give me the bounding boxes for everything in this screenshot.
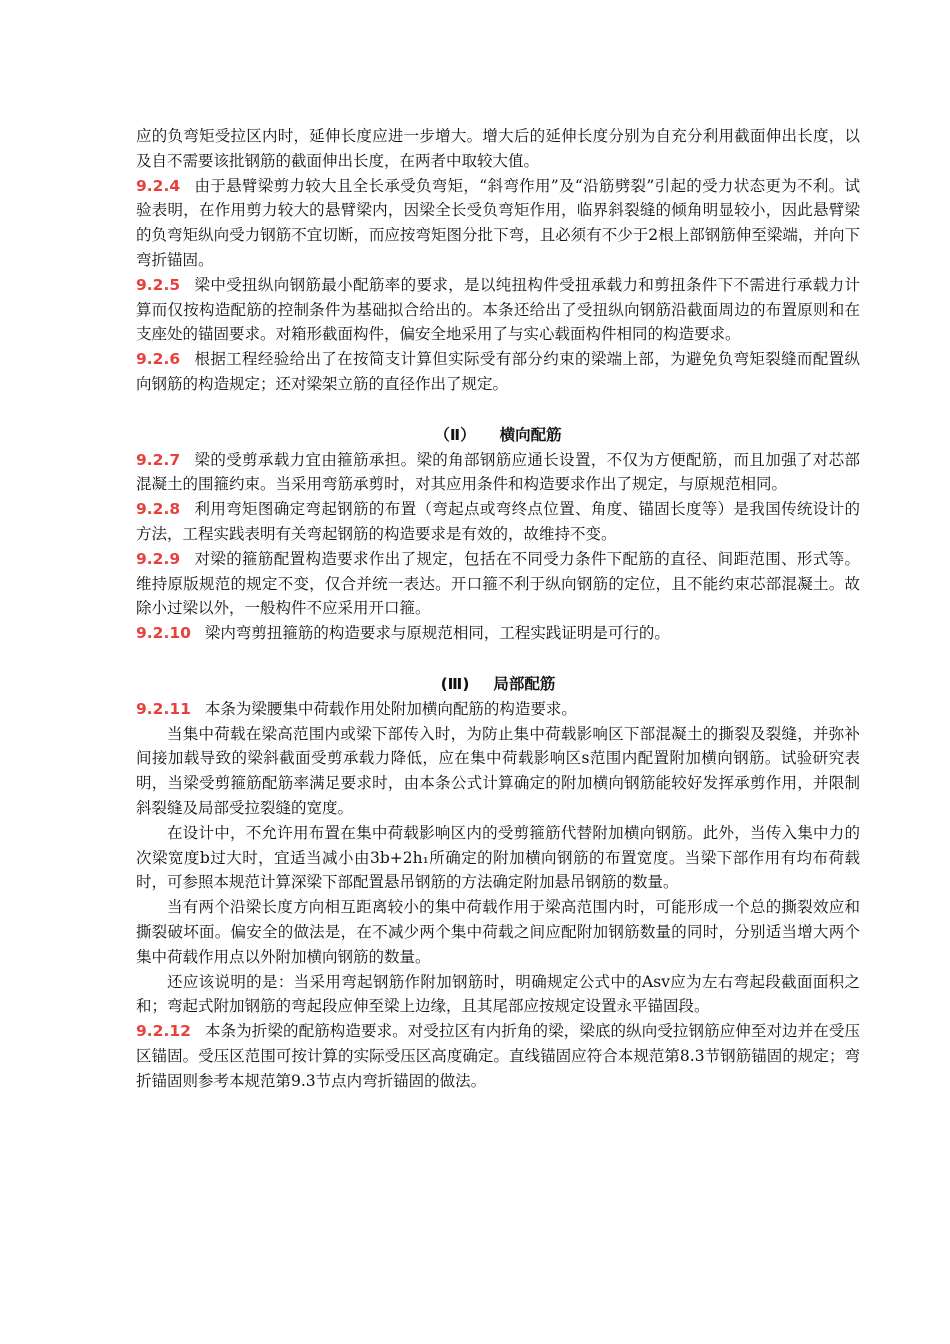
clause-9-2-9 <box>136 547 860 621</box>
clause-number: 9.2.9 <box>136 549 181 568</box>
clause-number: 9.2.6 <box>136 350 181 369</box>
clause-9-2-5 <box>136 273 860 347</box>
spacer <box>136 646 860 658</box>
clause-9-2-10 <box>136 621 860 646</box>
clause-text: 由于悬臂梁剪力较大且全长承受负弯矩，“斜弯作用”及“沿筋劈裂”引起的受力状态更为不利。试验表明，在作用剪力较大的悬臂梁内，因梁全长受负弯矩作用，临界斜裂缝的倾角明显较小，因此悬臂梁的负弯矩纵向受力钢筋不宜切断，而应按弯矩图分批下弯，且必须有不少于2根上部钢筋伸至梁端，并向下弯折锚固。 <box>136 176 860 269</box>
paragraph-9-2-11-body-1 <box>136 722 860 821</box>
spacer <box>136 397 860 409</box>
clause-number: 9.2.10 <box>136 624 191 643</box>
clause-text: 梁内弯剪扭箍筋的构造要求与原规范相同，工程实践证明是可行的。 <box>204 624 670 643</box>
paragraph-text: 在设计中，不允许用布置在集中荷载影响区内的受剪箍筋代替附加横向钢筋。此外，当传入集中力的次梁宽度b过大时，宜适当减小由3b+2h₁所确定的附加横向钢筋的布置宽度。当梁下部作用有均布荷载时，可参照本规范计算深梁下部配置悬吊钢筋的方法确定附加悬吊钢筋的数量。 <box>136 823 860 892</box>
clause-9-2-4 <box>136 174 860 273</box>
section-title: 局部配筋 <box>493 674 556 693</box>
section-title: 横向配筋 <box>499 425 562 444</box>
paragraph-9-2-11-body-4 <box>136 970 860 1020</box>
clause-text: 本条为梁腰集中荷载作用处附加横向配筋的构造要求。 <box>204 699 577 718</box>
section-roman-numeral: （Ⅱ） <box>434 425 476 444</box>
clause-text: 本条为折梁的配筋构造要求。对受拉区有内折角的梁，梁底的纵向受拉钢筋应伸至对边并在受压区锚固。受压区范围可按计算的实际受压区高度确定。直线锚固应符合本规范第8.3节钢筋锚固的规定；弯折锚固则参考本规范第9.3节点内弯折锚固的做法。 <box>136 1022 860 1090</box>
clause-text: 对梁的箍筋配置构造要求作出了规定，包括在不同受力条件下配筋的直径、间距范围、形式等。维持原版规范的规定不变，仅合并统一表达。开口箍不利于纵向钢筋的定位，且不能约束芯部混凝土。故除小过梁以外，一般构件不应采用开口箍。 <box>136 549 860 618</box>
clause-number: 9.2.8 <box>136 500 181 519</box>
clause-9-2-8 <box>136 497 860 547</box>
clause-number: 9.2.12 <box>136 1022 191 1041</box>
section-heading-transverse <box>136 423 860 448</box>
clause-number: 9.2.7 <box>136 450 181 469</box>
paragraph-text: 当集中荷载在梁高范围内或梁下部传入时，为防止集中荷载影响区下部混凝土的撕裂及裂缝，并弥补间接加载导致的梁斜截面受剪承载力降低，应在集中荷载影响区s范围内配置附加横向钢筋。试验研究表明，当梁受剪箍筋配筋率满足要求时，由本条公式计算确定的附加横向钢筋能较好发挥承剪作用，并限制斜裂缝及局部受拉裂缝的宽度。 <box>136 724 860 817</box>
clause-number: 9.2.5 <box>136 275 181 294</box>
paragraph-9-2-11-body-2 <box>136 821 860 895</box>
clause-text: 梁的受剪承载力宜由箍筋承担。梁的角部钢筋应通长设置，不仅为方便配筋，而且加强了对芯部混凝土的围箍约束。当采用弯筋承剪时，对其应用条件和构造要求作出了规定，与原规范相同。 <box>136 450 860 494</box>
clause-9-2-7 <box>136 448 860 498</box>
section-heading-local <box>136 672 860 697</box>
clause-number: 9.2.4 <box>136 176 181 195</box>
clause-number: 9.2.11 <box>136 699 191 718</box>
clause-text: 梁中受扭纵向钢筋最小配筋率的要求，是以纯扭构件受扭承载力和剪扭条件下不需进行承载力计算而仅按构造配筋的控制条件为基础拟合给出的。本条还给出了受扭纵向钢筋沿截面周边的布置原则和在支座处的锚固要求。对箱形截面构件，偏安全地采用了与实心载面构件相同的构造要求。 <box>136 275 860 344</box>
paragraph-text: 还应该说明的是：当采用弯起钢筋作附加钢筋时，明确规定公式中的Asv应为左右弯起段截面面积之和；弯起式附加钢筋的弯起段应伸至梁上边缘，且其尾部应按规定设置永平锚固段。 <box>136 972 860 1016</box>
clause-9-2-12 <box>136 1019 860 1093</box>
paragraph-text: 应的负弯矩受拉区内时，延伸长度应进一步增大。增大后的延伸长度分别为自充分利用截面伸出长度，以及自不需要该批钢筋的截面伸出长度，在两者中取较大值。 <box>136 127 860 170</box>
clause-9-2-11 <box>136 697 860 722</box>
clause-9-2-6 <box>136 347 860 397</box>
document-page <box>136 124 860 1093</box>
section-roman-numeral: (Ⅲ) <box>440 674 470 693</box>
paragraph-continued <box>136 124 860 174</box>
clause-text: 利用弯矩图确定弯起钢筋的布置（弯起点或弯终点位置、角度、锚固长度等）是我国传统设计的方法，工程实践表明有关弯起钢筋的构造要求是有效的，故维持不变。 <box>136 500 860 543</box>
paragraph-text: 当有两个沿梁长度方向相互距离较小的集中荷载作用于梁高范围内时，可能形成一个总的撕裂效应和撕裂破坏面。偏安全的做法是，在不减少两个集中荷载之间应配附加钢筋数量的同时，分别适当增大两个集中荷载作用点以外附加横向钢筋的数量。 <box>136 898 860 966</box>
clause-text: 根据工程经验给出了在按简支计算但实际受有部分约束的梁端上部，为避免负弯矩裂缝而配置纵向钢筋的构造规定；还对梁架立筋的直径作出了规定。 <box>136 350 860 393</box>
paragraph-9-2-11-body-3 <box>136 895 860 969</box>
